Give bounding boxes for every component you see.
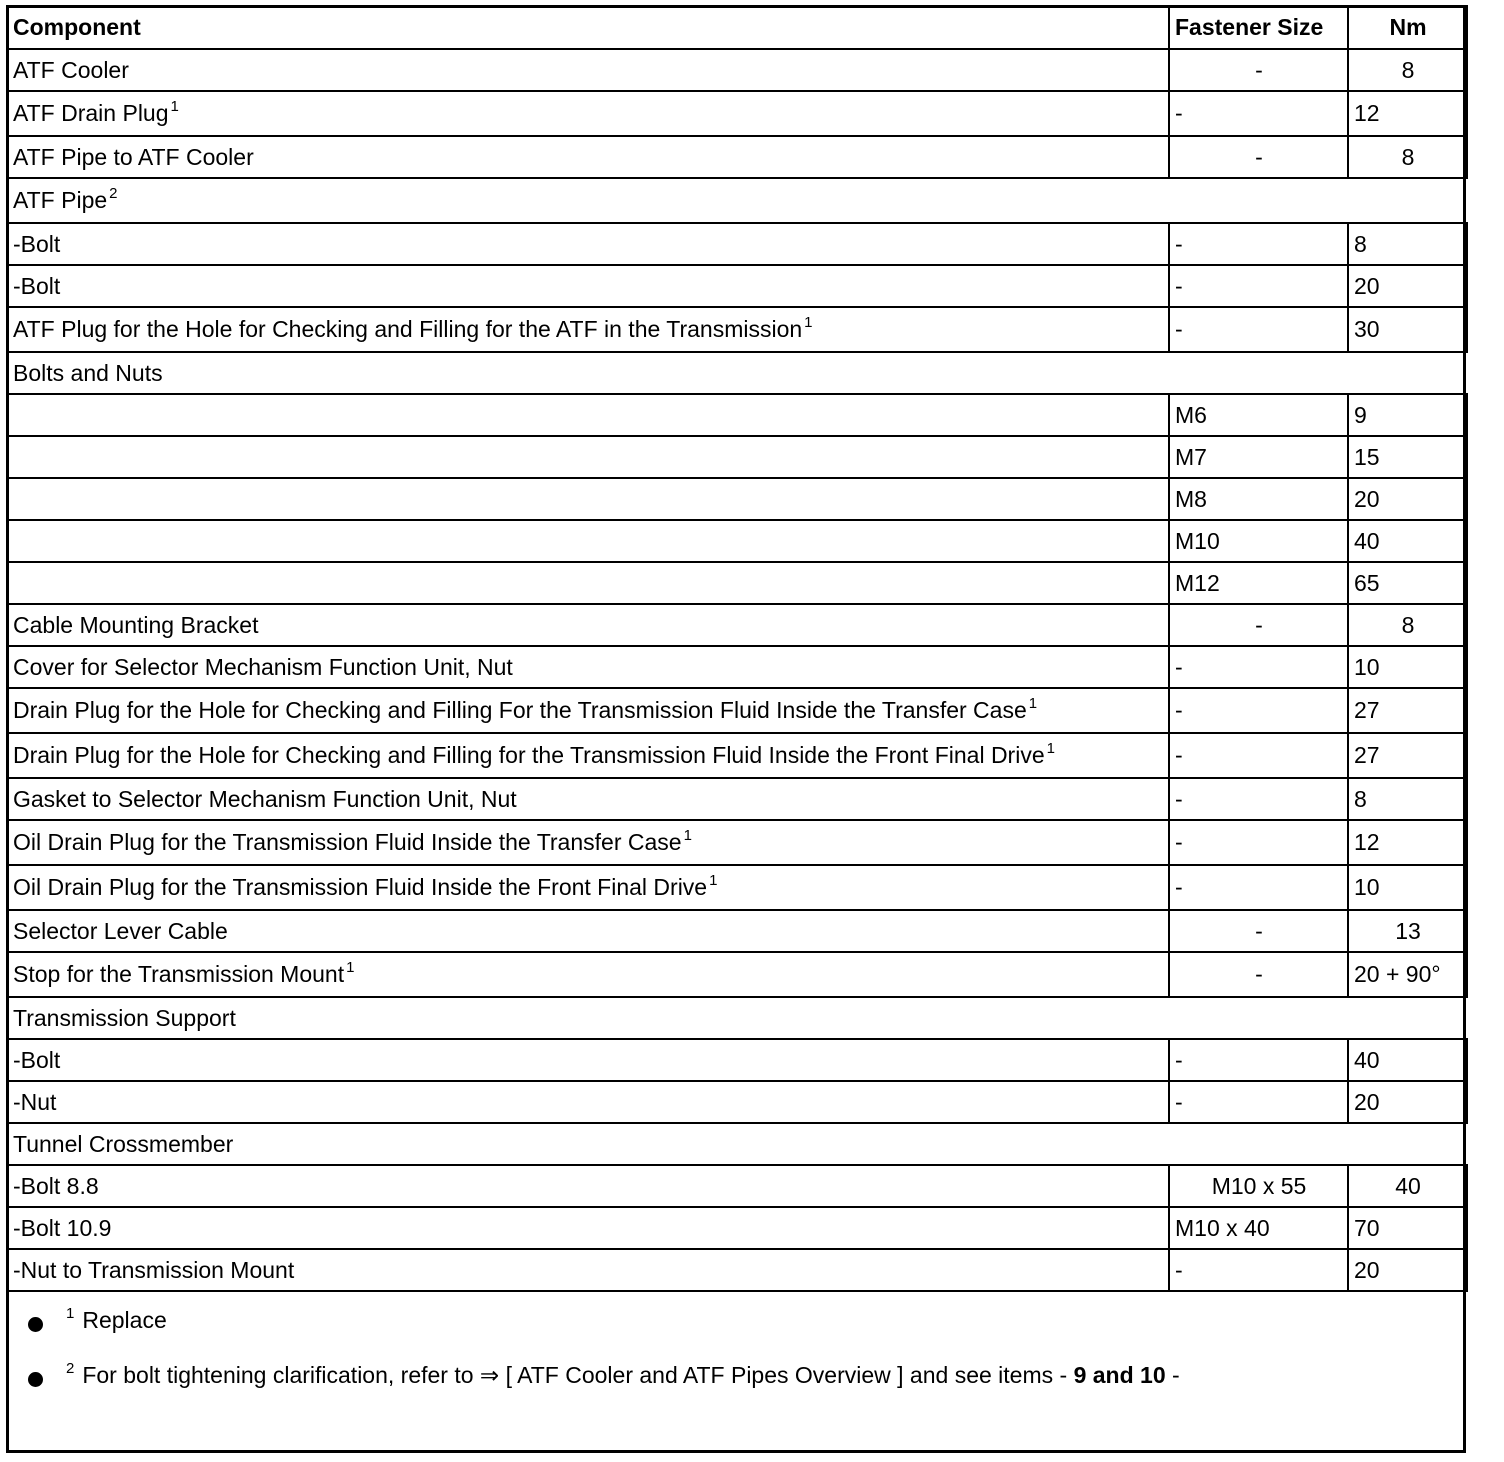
component-cell: -Bolt [7,1039,1169,1081]
torque-nm-cell: 40 [1348,520,1467,562]
fastener-size-cell: M8 [1169,478,1348,520]
torque-nm-cell: 70 [1348,1207,1467,1249]
torque-nm-cell: 20 [1348,265,1467,307]
footnote-marker: 1 [170,98,179,115]
bullet-icon [28,1317,43,1332]
footnote-marker: 1 [346,959,355,976]
table-row [7,1039,1467,1081]
fastener-size-cell: - [1169,688,1348,733]
table-row [7,1165,1467,1207]
component-cell: Bolts and Nuts [7,352,1467,394]
torque-nm-cell: 40 [1348,1039,1467,1081]
torque-nm-cell: 20 [1348,1249,1467,1291]
fastener-size-cell: M6 [1169,394,1348,436]
fastener-size-cell: M10 x 55 [1169,1165,1348,1207]
table-row [7,1249,1467,1291]
component-cell [7,562,1169,604]
table-row [7,997,1467,1039]
header-component: Component [7,6,1169,49]
fastener-size-cell: - [1169,136,1348,178]
torque-nm-cell: 30 [1348,307,1467,352]
table-row [7,688,1467,733]
component-cell: Oil Drain Plug for the Transmission Fluid Inside the Front Final Drive $^1$ [7,865,1169,910]
table-body [7,49,1467,1291]
table-row [7,136,1467,178]
fastener-size-cell: - [1169,91,1348,136]
header-nm: Nm [1348,6,1467,49]
component-cell [7,478,1169,520]
footnote-text: $^2$ For bolt tightening clarification, refer to ⇒ [ ATF Cooler and ATF Pipes Overview ] and see items - 9 and 10 - [66,1360,1180,1388]
fastener-size-cell: - [1169,1249,1348,1291]
table-row [7,1081,1467,1123]
table-row [7,91,1467,136]
footnote-marker: 1 [683,827,692,844]
fastener-size-cell: - [1169,820,1348,865]
table-row [7,223,1467,265]
torque-nm-cell: 10 [1348,646,1467,688]
torque-nm-cell: 20 + 90° [1348,952,1467,997]
torque-nm-cell: 20 [1348,1081,1467,1123]
component-cell: Cover for Selector Mechanism Function Unit, Nut [7,646,1169,688]
torque-nm-cell: 20 [1348,478,1467,520]
table-row [7,436,1467,478]
bullet-icon [28,1372,43,1387]
torque-nm-cell: 13 [1348,910,1467,952]
footnote-marker: 1 [804,314,813,331]
component-cell: ATF Plug for the Hole for Checking and Filling for the ATF in the Transmission $^1$ [7,307,1169,352]
items-reference: 9 and 10 [1073,1362,1166,1388]
fastener-size-cell: - [1169,223,1348,265]
table-row [7,733,1467,778]
torque-nm-cell: 10 [1348,865,1467,910]
table-row [7,352,1467,394]
torque-nm-cell: 12 [1348,91,1467,136]
footnote-text: $^1$ Replace [66,1305,167,1333]
table-row [7,910,1467,952]
table-row [7,604,1467,646]
torque-nm-cell: 8 [1348,604,1467,646]
fastener-size-cell: - [1169,952,1348,997]
component-cell: Drain Plug for the Hole for Checking and Filling for the Transmission Fluid Inside the Front Final Drive $^1$ [7,733,1169,778]
fastener-size-cell: - [1169,910,1348,952]
component-cell: ATF Pipe $^2$ [7,178,1467,223]
fastener-size-cell: - [1169,307,1348,352]
component-cell: Tunnel Crossmember [7,1123,1467,1165]
component-cell [7,436,1169,478]
torque-nm-cell: 8 [1348,778,1467,820]
component-cell [7,394,1169,436]
torque-nm-cell: 15 [1348,436,1467,478]
component-cell: ATF Drain Plug $^1$ [7,91,1169,136]
table-row [7,1207,1467,1249]
component-cell: Oil Drain Plug for the Transmission Fluid Inside the Transfer Case $^1$ [7,820,1169,865]
component-cell: Transmission Support [7,997,1467,1039]
table-row [7,265,1467,307]
component-cell: Cable Mounting Bracket [7,604,1169,646]
component-cell: Gasket to Selector Mechanism Function Unit, Nut [7,778,1169,820]
torque-nm-cell: 12 [1348,820,1467,865]
component-cell: ATF Pipe to ATF Cooler [7,136,1169,178]
torque-nm-cell: 40 [1348,1165,1467,1207]
torque-spec-table [6,5,1468,1292]
footnote-marker: 1 [709,872,718,889]
fastener-size-cell: - [1169,1081,1348,1123]
fastener-size-cell: - [1169,265,1348,307]
torque-nm-cell: 9 [1348,394,1467,436]
table-row [7,478,1467,520]
component-cell: -Nut [7,1081,1169,1123]
table-row [7,646,1467,688]
table-row [7,307,1467,352]
header-fastener-size: Fastener Size [1169,6,1348,49]
table-header-row [7,6,1467,49]
fastener-size-cell: - [1169,733,1348,778]
component-cell: ATF Cooler [7,49,1169,91]
fastener-size-cell: - [1169,865,1348,910]
torque-nm-cell: 8 [1348,223,1467,265]
table-row [7,520,1467,562]
fastener-size-cell: - [1169,778,1348,820]
table-row [7,562,1467,604]
table-row [7,178,1467,223]
table-row [7,820,1467,865]
component-cell: -Bolt 10.9 [7,1207,1169,1249]
component-cell: Selector Lever Cable [7,910,1169,952]
torque-nm-cell: 27 [1348,733,1467,778]
table-row [7,1123,1467,1165]
table-row [7,394,1467,436]
torque-nm-cell: 65 [1348,562,1467,604]
fastener-size-cell: M10 x 40 [1169,1207,1348,1249]
torque-nm-cell: 8 [1348,136,1467,178]
table-row [7,865,1467,910]
component-cell: -Bolt 8.8 [7,1165,1169,1207]
footnote-marker: 1 [1046,740,1055,757]
footnote-marker: 1 [1028,695,1038,712]
table-row [7,952,1467,997]
fastener-size-cell: M7 [1169,436,1348,478]
component-cell: -Bolt [7,265,1169,307]
fastener-size-cell: - [1169,604,1348,646]
table-row [7,778,1467,820]
table-row [7,49,1467,91]
fastener-size-cell: - [1169,1039,1348,1081]
footnote-marker: 2 [109,185,118,202]
fastener-size-cell: - [1169,646,1348,688]
component-cell: -Nut to Transmission Mount [7,1249,1169,1291]
component-cell [7,520,1169,562]
component-cell: Stop for the Transmission Mount $^1$ [7,952,1169,997]
torque-nm-cell: 27 [1348,688,1467,733]
fastener-size-cell: - [1169,49,1348,91]
fastener-size-cell: M12 [1169,562,1348,604]
component-cell: Drain Plug for the Hole for Checking and Filling For the Transmission Fluid Inside the Transfer Case $^1$ [7,688,1169,733]
component-cell: -Bolt [7,223,1169,265]
fastener-size-cell: M10 [1169,520,1348,562]
torque-nm-cell: 8 [1348,49,1467,91]
